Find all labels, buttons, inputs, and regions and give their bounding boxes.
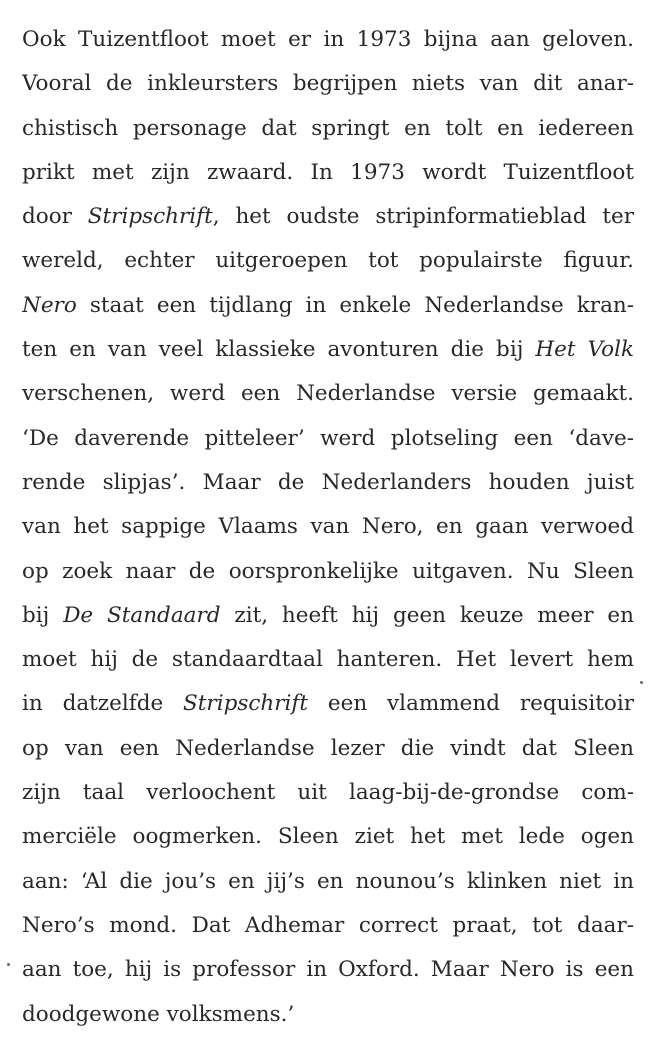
text-line xyxy=(22,638,634,682)
text-run: chistisch personage dat springt en tolt en iedereen xyxy=(22,115,634,141)
text-line xyxy=(22,284,634,328)
text-line xyxy=(22,550,634,594)
text-run: zijn taal verloochent uit laag-bij-de-grondse com- xyxy=(22,780,634,806)
text-line xyxy=(22,18,634,62)
text-run: in datzelfde xyxy=(22,691,184,717)
text-run: Ook Tuizentfloot moet er in 1973 bijna aan geloven. xyxy=(22,27,634,52)
text-line xyxy=(22,594,634,638)
text-line xyxy=(22,948,634,992)
text-line xyxy=(22,239,634,283)
text-run: moet hij de standaardtaal hanteren. Het levert hem xyxy=(22,647,634,673)
text-line xyxy=(22,682,634,726)
text-line xyxy=(22,904,634,948)
text-run: zit, heeft hij geen keuze meer en xyxy=(220,602,634,628)
text-run: verschenen, werd een Nederlandse versie gemaakt. xyxy=(22,381,634,407)
text-run: bij xyxy=(22,602,64,628)
italic-title: Nero xyxy=(22,292,77,318)
italic-title: Stripschrift xyxy=(183,691,309,717)
body-paragraph xyxy=(22,18,634,1037)
scan-speck xyxy=(640,681,643,684)
text-line xyxy=(22,195,634,239)
text-line xyxy=(22,505,634,549)
text-run: op zoek naar de oorspronkelijke uitgaven. Nu Sleen xyxy=(22,558,634,584)
text-run: aan: ‘Al die jou’s en jij’s en nounou’s klinken niet in xyxy=(22,868,634,894)
text-run: staat een tijdlang in enkele Nederlandse kran- xyxy=(76,292,634,318)
italic-title: De Standaard xyxy=(63,602,221,628)
text-line xyxy=(22,62,634,106)
text-line xyxy=(22,815,634,859)
text-line xyxy=(22,860,634,904)
italic-title: Het Volk xyxy=(535,337,634,363)
text-run: rende slipjas’. Maar de Nederlanders houden juist xyxy=(22,469,634,495)
text-run: Nero’s mond. Dat Adhemar correct praat, tot daar- xyxy=(22,912,634,938)
text-run: merciële oogmerken. Sleen ziet het met lede ogen xyxy=(22,824,634,850)
text-line xyxy=(22,727,634,771)
italic-title: Stripschrift xyxy=(87,204,213,230)
text-run: , het oudste stripinformatieblad ter xyxy=(212,204,634,230)
text-run: prikt met zijn zwaard. In 1973 wordt Tuizentfloot xyxy=(22,159,634,185)
text-run: Vooral de inkleursters begrijpen niets van dit anar- xyxy=(22,71,634,97)
text-run: door xyxy=(22,204,88,230)
text-run: een vlammend requisitoir xyxy=(308,691,634,717)
text-run: ten en van veel klassieke avonturen die bij xyxy=(22,337,536,363)
text-run: wereld, echter uitgeroepen tot populairste figuur. xyxy=(22,248,634,274)
text-line xyxy=(22,107,634,151)
text-run: ‘De daverende pitteleer’ werd plotseling een ‘dave- xyxy=(22,425,634,451)
text-line xyxy=(22,328,634,372)
text-run: op van een Nederlandse lezer die vindt dat Sleen xyxy=(22,735,634,761)
text-line xyxy=(22,151,634,195)
text-line xyxy=(22,771,634,815)
text-line xyxy=(22,417,634,461)
text-run: van het sappige Vlaams van Nero, en gaan verwoed xyxy=(22,514,634,540)
scan-speck xyxy=(7,963,10,966)
text-line xyxy=(22,372,634,416)
text-line xyxy=(22,461,634,505)
text-run: doodgewone volksmens.’ xyxy=(22,1001,295,1027)
text-run: aan toe, hij is professor in Oxford. Maar Nero is een xyxy=(22,957,634,983)
text-line xyxy=(22,993,634,1037)
